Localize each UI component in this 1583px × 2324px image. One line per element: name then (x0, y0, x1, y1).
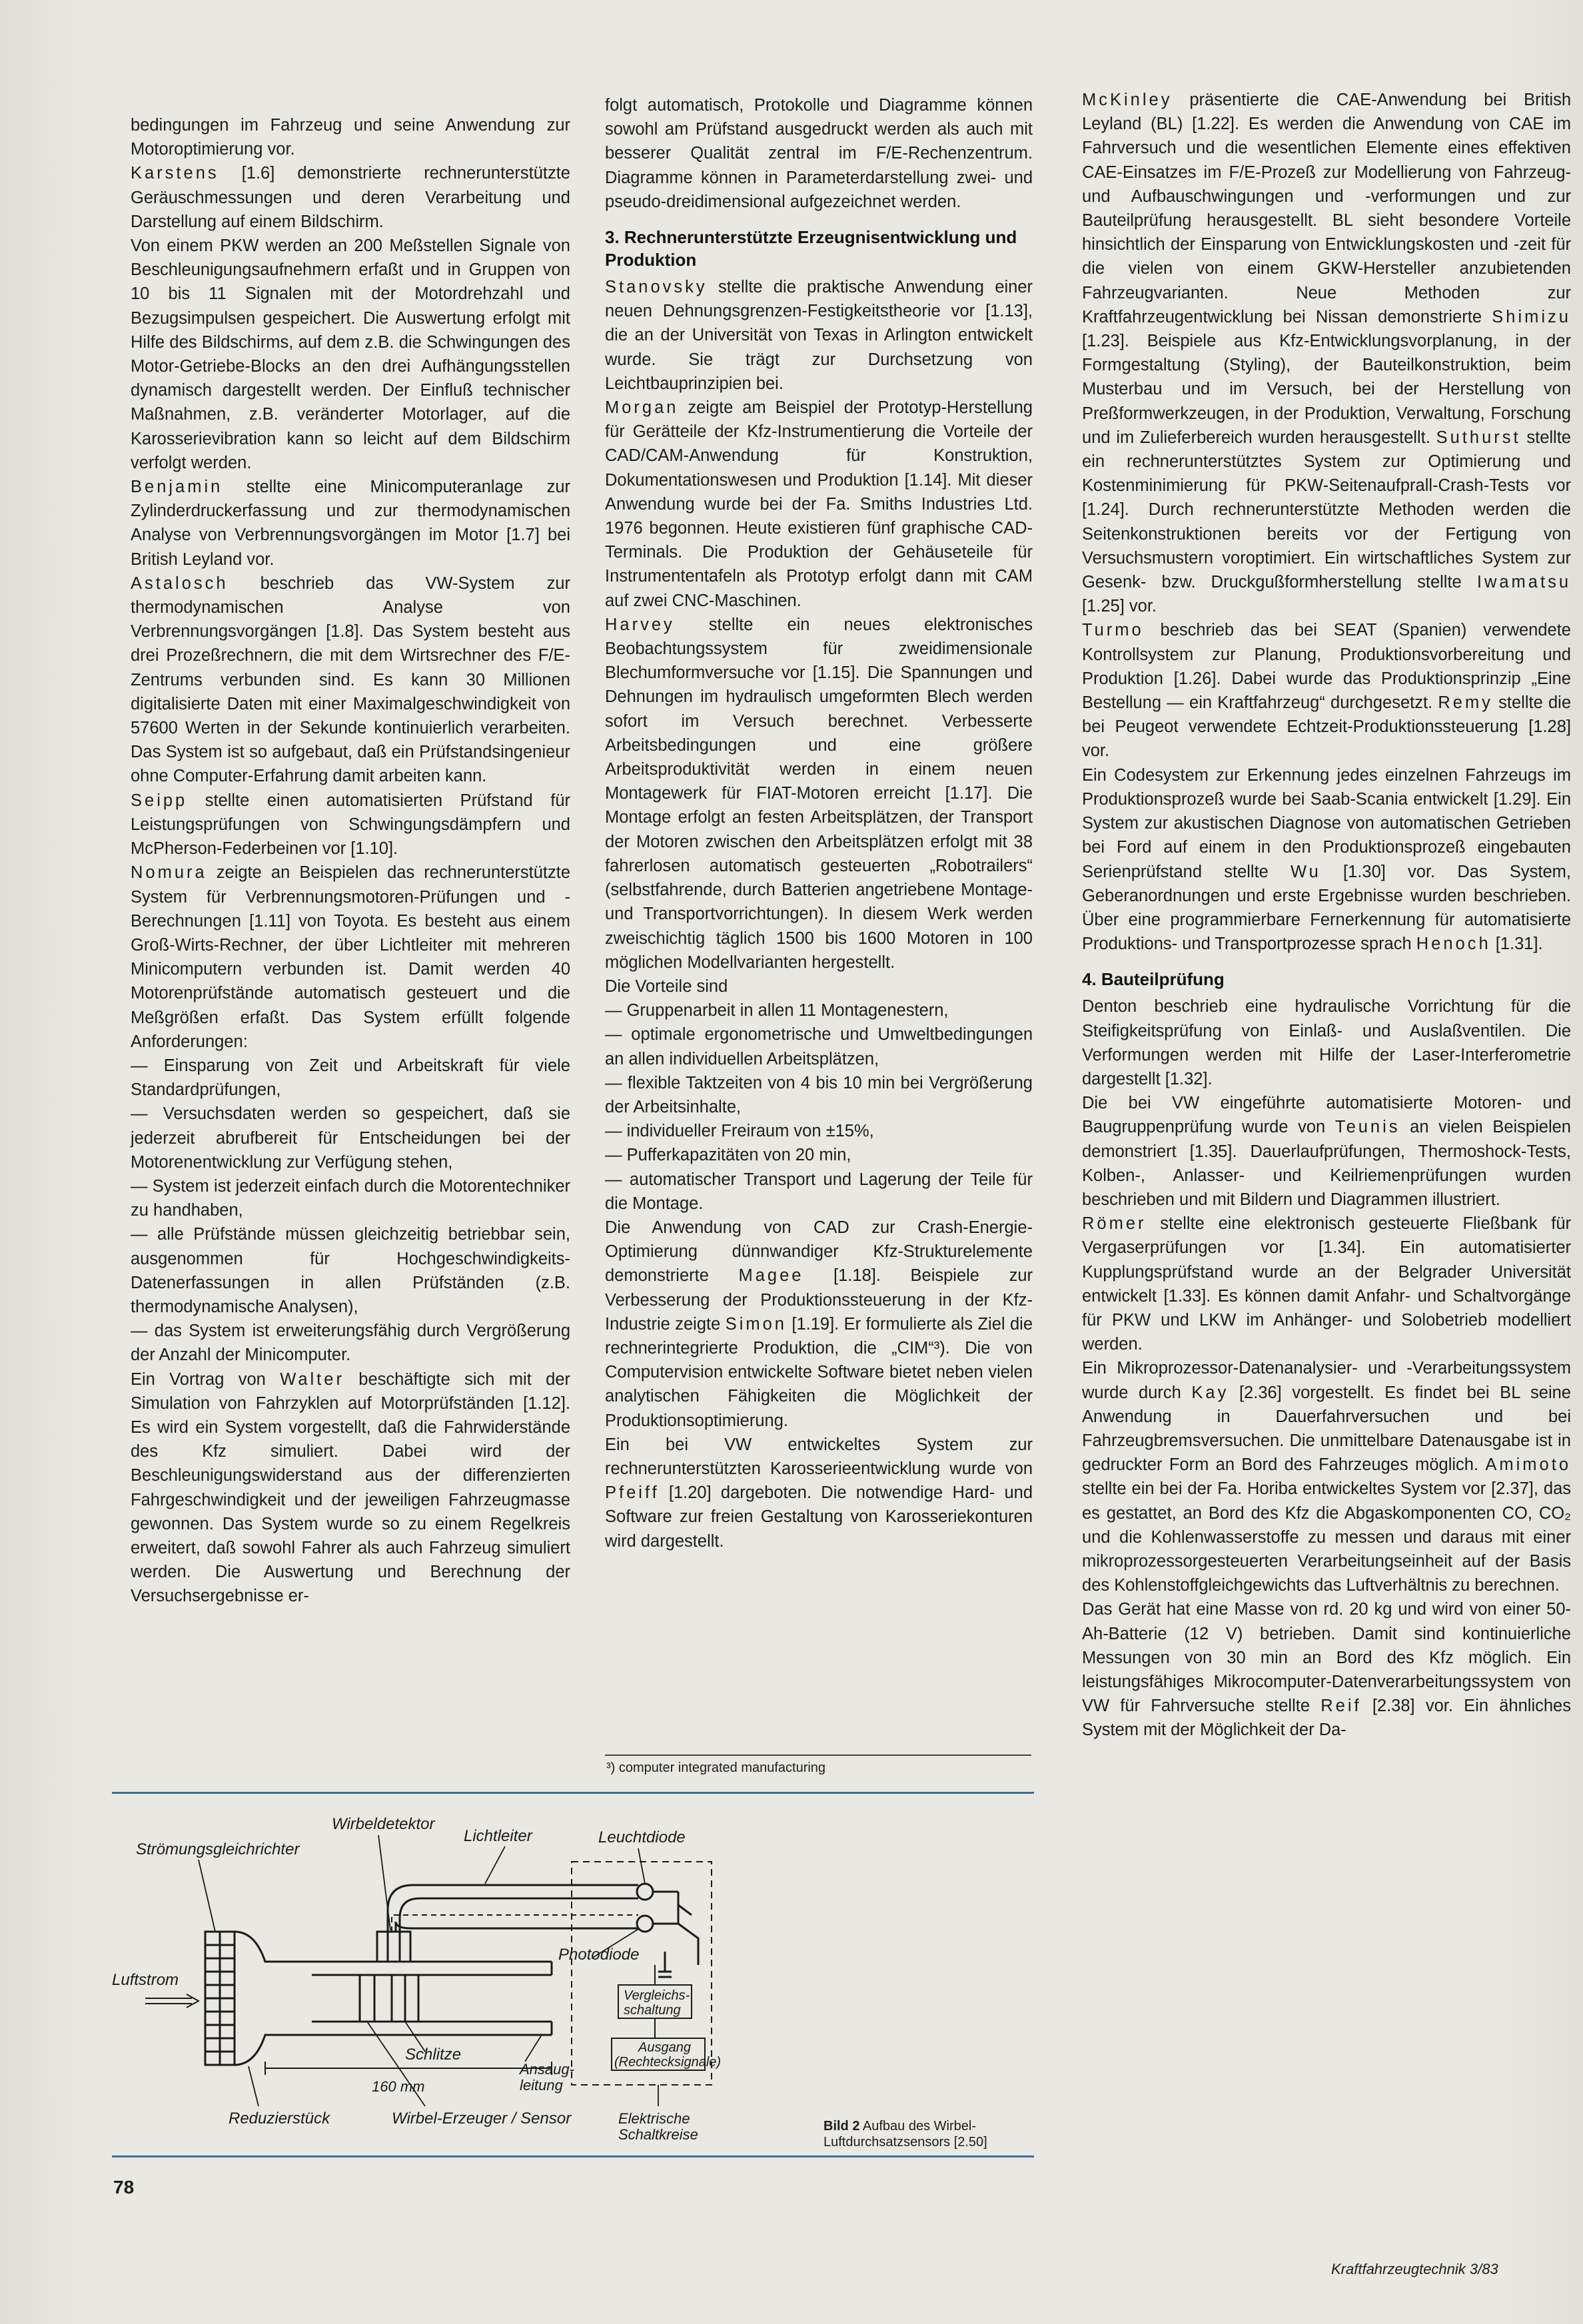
label-schlitze: Schlitze (405, 2046, 462, 2064)
label-leuchtdiode: Leuchtdiode (598, 1828, 686, 1846)
paragraph (605, 1071, 1033, 1119)
paragraph-text: an vielen Beispielen demonstriert [1.35]. Dauerlaufprüfungen, Thermoshock-Tests, Kolben-, Anlasser- und Keilriemenprüfungen wurden beschrieben und mit Bildern und Diagrammen illustriert. (1082, 1118, 1571, 1209)
paragraph-text: [2.38] vor. Ein ähnliches System mit der Möglichkeit der Da- (1082, 1697, 1571, 1740)
paragraph (131, 1367, 570, 1609)
author-name: Iwamatsu (1476, 573, 1571, 592)
paragraph-text: Die Vorteile sind (605, 976, 728, 996)
led-and-photodiode (637, 1884, 698, 1977)
label-lichtleiter: Lichtleiter (464, 1827, 532, 1845)
label-schaltkreise-2: Schaltkreise (618, 2126, 698, 2143)
paragraph-text: beschrieb das VW-System zur thermodynamischen Analyse von Verbrennungsvorgängen [1.8]. Das System besteht aus drei Prozeßrechnern, die mit dem Wirtsrechner des F/E-Zentrums verbunden sind. Es kann 30 Millionen digitalisierte Daten mit einer Maximalgeschwindigkeit von 57600 Werten in der Sekunde kontinuierlich verarbeiten. Das System ist so aufgebaut, daß ein Prüfstandsingenieur ohne Computer-Erfahrung damit arbeiten kann. (131, 574, 570, 786)
paragraph (131, 789, 570, 861)
author-name: Pfeiff (605, 1483, 660, 1503)
paragraph-text: — automatischer Transport und Lagerung der Teile für die Montage. (605, 1170, 1033, 1213)
paragraph (1082, 1091, 1571, 1212)
paragraph (131, 1174, 570, 1222)
label-wirbeldetektor: Wirbeldetektor (332, 1815, 435, 1833)
paragraph-text: — optimale ergonometrische und Umweltbedingungen an allen individuellen Arbeitsplätzen, (605, 1025, 1033, 1068)
author-name: Teunis (1334, 1118, 1400, 1137)
paragraph-text: — Versuchsdaten werden so gespeichert, daß sie jederzeit abrufbereit für Entscheidungen bei der Motorenentwicklung zur Verfügung stehen, (131, 1104, 570, 1172)
paragraph (605, 1433, 1033, 1553)
text-column-middle (605, 93, 1033, 1553)
footnote-rule (605, 1754, 1031, 1756)
figure-vortex-sensor (112, 1798, 1045, 2145)
author-name: Stanovsky (605, 278, 708, 297)
label-vergleichsschaltung-1: Vergleichs- (624, 1988, 690, 2003)
paragraph-text: stellte eine Minicomputeranlage zur Zylinderdruckerfassung und zur thermodynamischen Analyse von Verbrennungsvorgängen im Motor [1.7] bei British Leyland vor. (131, 478, 570, 569)
paragraph-text: — System ist jederzeit einfach durch die Motorentechniker zu handhaben, (131, 1176, 570, 1220)
paragraph-text: [1.18]. Beispiele zur Verbesserung der Produktionssteuerung in der Kfz-Industrie zeigte (605, 1266, 1033, 1334)
paragraph (1082, 994, 1571, 1091)
paragraph (131, 161, 570, 234)
paragraph-text: Die Anwendung von CAD zur Crash-Energie-Optimierung dünnwandiger Kfz-Strukturelemente demonstrierte (605, 1218, 1033, 1286)
paragraph-text: [1.23]. Beispiele aus Kfz-Entwicklungsvorplanung, in der Formgestaltung (Styling), der Bauteilkonstruktion, beim Musterbau und im Versuch, bei der Herstellung von Preßformwerkzeugen, in der Produktion, Verwaltung, Forschung und im Zulieferbereich wurden herausgestellt. (1082, 332, 1571, 447)
paragraph-text: Die bei VW eingeführte automatisierte Motoren- und Baugruppenprüfung wurde von (1082, 1094, 1571, 1137)
author-name: Karstens (131, 164, 219, 183)
label-reduzierstueck: Reduzierstück (229, 2110, 330, 2128)
author-name: Nomura (131, 863, 207, 883)
label-ansaugleitung-2: leitung (520, 2077, 563, 2094)
reducer (235, 1932, 312, 2065)
author-name: Amimoto (1485, 1455, 1571, 1475)
section-heading: 4. Bauteilprüfung (1082, 969, 1225, 990)
paragraph (605, 1143, 1033, 1167)
paragraph-text: Ein Codesystem zur Erkennung jedes einzelnen Fahrzeugs im Produktionsprozeß wurde bei Saab-Scania entwickelt [1.29]. Ein System zur akustischen Diagnose von automatischen Getrieben bei Ford auf einem in den Produktionsprozeß eingebauten Serienprüfstand stellte (1082, 765, 1571, 881)
vortex-detector (377, 1932, 410, 1962)
paragraph-text: präsentierte die CAE-Anwendung bei British Leyland (BL) [1.22]. Es werden die Anwendung von CAE im Fahrversuch und die wesentlichen Elemente eines effektiven CAE-Einsatzes im F/E-Prozeß zur Modellierung von Fahrzeug- und Aufbauschwingungen und -verformungen und zur Bauteilprüfung herausgestellt. BL sieht besondere Vorteile hinsichtlich der Einsparung von Entwicklungskosten und -zeit für die vielen von einem GKW-Hersteller anzubietenden Fahrzeugvarianten. Neue Methoden zur Kraftfahrzeugentwicklung bei Nissan demonstrierte (1082, 91, 1571, 326)
paragraph (1082, 88, 1571, 618)
label-wirbel-erzeuger: Wirbel-Erzeuger / Sensor (392, 2110, 572, 2128)
label-ausgang-2: (Rechtecksignale) (614, 2055, 722, 2070)
paragraph (131, 572, 570, 789)
author-name: Suthurst (1436, 428, 1521, 447)
paragraph-text: stellte ein rechnerunterstütztes System zur Optimierung und Kostenminimierung für PKW-Seitenaufprall-Crash-Tests vor [1.24]. Durch rechnerunterstützte Methoden werden die Seitenkonstruktionen bereits vor der Fertigung von Versuchsmustern voroptimiert. Ein wirtschaftliches System zur Gesenk- bzw. Druckgußformherstellung stellte (1082, 428, 1571, 592)
paragraph-text: beschrieb das bei SEAT (Spanien) verwendete Kontrollsystem zur Planung, Produktionsvorbereitung und Produktion [1.26]. Dabei wurde das Produktionsprinzip „Eine Bestellung — ein Kraftfahrzeug“ durchgesetzt. (1082, 621, 1571, 713)
author-name: Turmo (1082, 621, 1144, 640)
author-name: Henoch (1416, 935, 1491, 954)
paragraph (605, 93, 1033, 214)
paragraph-text: beschäftigte sich mit der Simulation von Fahrzyklen auf Motorprüfständen [1.12]. Es wird ein System vorgestellt, daß die Fahrwiderstände des Kfz simuliert. Dabei wird der Beschleunigungswiderstand aus der differenzierten Fahrgeschwindigkeit und der jeweiligen Fahrzeugmasse gewonnen. Das System wurde so zu einem Regelkreis erweitert, daß sowohl Fahrer als auch Fahrzeug simuliert werden. Die Auswertung und Berechnung der Versuchsergebnisse er- (131, 1369, 570, 1606)
paragraph-text: — Einsparung von Zeit und Arbeitskraft für viele Standardprüfungen, (131, 1056, 570, 1100)
author-name: Simon (725, 1314, 787, 1334)
paragraph (1082, 618, 1571, 763)
label-vergleichsschaltung-2: schaltung (624, 2003, 681, 2018)
page-number: 78 (113, 2177, 135, 2197)
paragraph (605, 1168, 1033, 1216)
paragraph-text: zeigte am Beispiel der Prototyp-Herstellung für Gerätteile der Kfz-Instrumentierung die Vorteile der CAD/CAM-Anwendung für Konstruktion, Dokumentationswesen und Produktion [1.14]. Mit dieser Anwendung wurde bei der Fa. Smiths Industries Ltd. 1976 begonnen. Heute existieren fünf graphische CAD-Terminals. Die Produktion der Gehäuseteile für Instrumententafeln als Prototyp erfolgt dann mit CAM auf zwei CNC-Maschinen. (605, 398, 1033, 610)
label-ausgang-1: Ausgang (638, 2040, 691, 2055)
dimension-line (265, 2062, 552, 2075)
paragraph-text: [1.19]. Er formulierte als Ziel die rechnerintegrierte Produktion, die „CIM“³). Die von Computervision entwickelte Software bietet neben vielen analytischen Fähigkeiten die Möglichkeit der Produktionsoptimierung. (605, 1314, 1033, 1430)
figure-bottom-rule (112, 2155, 1034, 2157)
paragraph-text: [1.6] demonstrierte rechnerunterstützte Geräuschmessungen und deren Verarbeitung und Darstellung auf einem Bildschirm. (131, 164, 570, 231)
paragraph-text: [2.36] vorgestellt. Es findet bei BL seine Anwendung in Dauerfahrversuchen und bei Fahrzeugbremsversuchen. Die unmittelbare Datenausgabe ist in gedruckter Form an Bord des Fahrzeuges möglich. (1082, 1383, 1571, 1475)
paragraph-text: Von einem PKW werden an 200 Meßstellen Signale von Beschleunigungsaufnehmern erfaßt und in Gruppen von 10 bis 11 Signalen mit der Motordrehzahl und Bezugsimpulsen gespeichert. Die Auswertung erfolgt mit Hilfe des Bildschirms, auf dem z.B. die Schwingungen des Motor-Getriebe-Blocks an den drei Aufhängungsstellen dynamisch dargestellt werden. Der Einfluß technischer Maßnahmen, z.B. veränderter Motorlager, auf die Karosserievibration kann so leicht auf dem Bildschirm verfolgt werden. (131, 236, 570, 472)
paragraph (131, 234, 570, 475)
author-name: Astalosch (131, 574, 229, 593)
paragraph (1082, 1212, 1571, 1356)
label-ansaugleitung-1: Ansaug- (520, 2061, 574, 2078)
paragraph-text: — flexible Taktzeiten von 4 bis 10 min bei Vergrößerung der Arbeitsinhalte, (605, 1073, 1033, 1116)
paragraph-text: — Gruppenarbeit in allen 11 Montagenestern, (605, 1001, 949, 1020)
author-name: Harvey (605, 615, 675, 634)
paragraph (605, 974, 1033, 998)
paragraph-text: — Pufferkapazitäten von 20 min, (605, 1146, 851, 1165)
paragraph-text: stellte die bei Peugeot verwendete Echtzeit-Produktionssteuerung [1.28] vor. (1082, 693, 1572, 761)
paragraph-text: zeigte an Beispielen das rechnerunterstützte System für Verbrennungsmotoren-Prüfungen und -Berechnungen [1.11] von Toyota. Es besteht aus einem Groß-Wirts-Rechner, der über Lichtleiter mit mehreren Minicomputern verbunden ist. Damit werden 40 Motorenprüfstände automatisch gesteuert und die Meßgrößen erfaßt. Das System erfüllt folgende Anforderungen: (131, 863, 570, 1051)
leader-lines (199, 1835, 658, 2106)
paragraph-text: stellte eine elektronisch gesteuerte Fließbank für Vergaserprüfungen vor [1.34]. Ein automatisierter Kupplungsprüfstand wurde an der Belgrader Universität entwickelt [1.33]. Es können damit Anfahr- und Schaltvorgänge für PKW und LKW im Anhänger- und Solobetrieb modelliert werden. (1082, 1214, 1571, 1354)
author-name: Reif (1320, 1697, 1362, 1716)
paragraph (131, 1222, 570, 1319)
paragraph (131, 861, 570, 1054)
journal-footer: Kraftfahrzeugtechnik 3/83 (1331, 2261, 1498, 2277)
caption-label: Bild 2 (823, 2119, 860, 2133)
paragraph-text: [1.25] vor. (1082, 597, 1157, 616)
paragraph (605, 275, 1033, 396)
text-column-left (131, 113, 570, 1609)
paragraph (131, 475, 570, 572)
author-name: Remy (1438, 693, 1493, 713)
label-luftstrom: Luftstrom (112, 1971, 179, 1989)
paragraph-text: stellte ein bei der Fa. Horiba entwickeltes System vor [2.37], das es gestattet, an Bord des Kfz die Abgaskomponenten CO, CO₂ und die Kohlenwasserstoffe zu messen und daraus mit einer mikroprozessorgesteuerten Verarbeitungseinheit auf der Basis des Kohlenstoffgleichgewichts das Luftverhältnis zu berechnen. (1082, 1479, 1571, 1595)
paragraph-text: — das System ist erweiterungsfähig durch Vergrößerung der Anzahl der Minicomputer. (131, 1322, 570, 1365)
paragraph-text: — alle Prüfstände müssen gleichzeitig betriebbar sein, ausgenommen für Hochgeschwindigkeits-Datenerfassungen in allen Prüfständen (z.B. thermodynamische Analysen), (131, 1225, 570, 1316)
paragraph-text: Das Gerät hat eine Masse von rd. 20 kg und wird von einer 50-Ah-Batterie (12 V) betrieben. Damit sind kontinuierliche Messungen von 30 min an Bord des Kfz möglich. Ein leistungsfähiges Mikrocomputer-Datenverarbeitungssystem von VW für Fahrversuche stellte (1082, 1600, 1571, 1716)
paragraph (605, 396, 1033, 613)
caption-text: Aufbau des Wirbel-Luftdurchsatzsensors [2.50] (823, 2119, 987, 2149)
text-column-right (1082, 88, 1571, 1743)
paragraph-text: stellte die praktische Anwendung einer neuen Dehnungsgrenzen-Festigkeitstheorie vor [1.13], die an der Universität von Texas in Arlington entwickelt wurde. Sie trägt zur Durchsetzung von Leichtbauprinzipien bei. (605, 278, 1033, 393)
label-length: 160 mm (372, 2078, 425, 2095)
paragraph (605, 1022, 1033, 1070)
author-name: Walter (280, 1369, 344, 1389)
paragraph-text: stellte einen automatisierten Prüfstand für Leistungsprüfungen von Schwingungsdämpfern und McPherson-Federbeinen vor [1.10]. (131, 791, 570, 859)
airflow-arrow (145, 1994, 199, 2008)
author-name: Kay (1191, 1383, 1229, 1402)
paragraph (605, 1119, 1033, 1143)
paragraph-text: Denton beschrieb eine hydraulische Vorrichtung für die Steifigkeitsprüfung von Einlaß- und Auslaßventilen. Die Verformungen werden mit Hilfe der Laser-Interferometrie dargestellt [1.32]. (1082, 997, 1571, 1088)
paragraph (131, 113, 570, 161)
flow-straightener (205, 1932, 235, 2065)
paragraph (1082, 1356, 1571, 1597)
paragraph-text: folgt automatisch, Protokolle und Diagramme können sowohl am Prüfstand ausgedruckt werden als auch mit besserer Qualität zentral im F/E-Rechenzentrum. Diagramme können in Parameterdarstellung zwei- und pseudo-dreidimensional aufgezeichnet werden. (605, 96, 1033, 211)
tube (265, 1962, 552, 2035)
paragraph-text: Ein Mikroprozessor-Datenanalysier- und -Verarbeitungssystem wurde durch (1082, 1359, 1571, 1402)
author-name: Römer (1082, 1214, 1147, 1234)
paragraph (1082, 1597, 1571, 1742)
paragraph (131, 1054, 570, 1102)
author-name: Magee (738, 1266, 804, 1286)
author-name: Morgan (605, 398, 679, 418)
author-name: Shimizu (1492, 307, 1571, 326)
author-name: Benjamin (131, 478, 223, 497)
paragraph-text: [1.20] dargeboten. Die notwendige Hard- und Software zur freien Gestaltung von Karosseriekonturen wird dargestellt. (605, 1483, 1033, 1551)
author-name: McKinley (1082, 91, 1173, 109)
paragraph-text: stellte ein neues elektronisches Beobachtungssystem für zweidimensionale Blechumformversuche vor [1.15]. Die Spannungen und Dehnungen im hydraulisch umgeformten Blech werden sofort im Versuch berechnet. Verbesserte Arbeitsbedingungen und eine größere Arbeitsproduktivität werden in einem neuen Montagewerk für FIAT-Motoren erreicht [1.17]. Die Montage erfolgt an festen Arbeitsplätzen, der Transport der Motoren zwischen den Arbeitsplätzen erfolgt mit 38 fahrerlosen automatisch gesteuerten „Robotrailers“ (selbstfahrende, durch Batterien angetriebene Montage- und Transportvorrichtungen). In diesem Werk werden zweischichtig täglich 1500 bis 1600 Motoren in 100 möglichen Modellvarianten hergestellt. (605, 615, 1033, 972)
figure-top-rule (112, 1792, 1034, 1794)
footnote: ³) computer integrated manufacturing (606, 1760, 826, 1775)
label-photodiode: Photodiode (558, 1946, 640, 1964)
paragraph (605, 1216, 1033, 1433)
paragraph (1082, 763, 1571, 957)
label-schaltkreise-1: Elektrische (618, 2110, 690, 2127)
author-name: Wu (1291, 862, 1321, 881)
section-heading: 3. Rechnerunterstützte Erzeugnisentwicklung und Produktion (605, 227, 1017, 270)
paragraph (131, 1319, 570, 1367)
paragraph-text: bedingungen im Fahrzeug und seine Anwendung zur Motoroptimierung vor. (131, 116, 570, 159)
figure-caption (823, 2118, 1043, 2150)
vortex-generator (360, 1975, 418, 2022)
paragraph-text: [1.31]. (1490, 935, 1543, 954)
light-guides (388, 1885, 638, 1932)
paragraph-text: — individueller Freiraum von ±15%, (605, 1122, 874, 1141)
paragraph-text: Ein bei VW entwickeltes System zur rechnerunterstützten Karosserieentwicklung wurde von (605, 1435, 1033, 1478)
paragraph-text: [1.30] vor. Das System, Geberanordnungen und erste Ergebnisse wurden beschrieben. Über eine programmierbare Fernerkennung für automatisierte Produktions- und Transportprozesse sprach (1082, 862, 1571, 954)
paragraph-text: Ein Vortrag von (131, 1369, 280, 1389)
paragraph (605, 998, 1033, 1022)
author-name: Seipp (131, 791, 188, 810)
label-stroemungsgleichrichter: Strömungsgleichrichter (136, 1840, 300, 1858)
paragraph (605, 613, 1033, 974)
paragraph (131, 1102, 570, 1174)
